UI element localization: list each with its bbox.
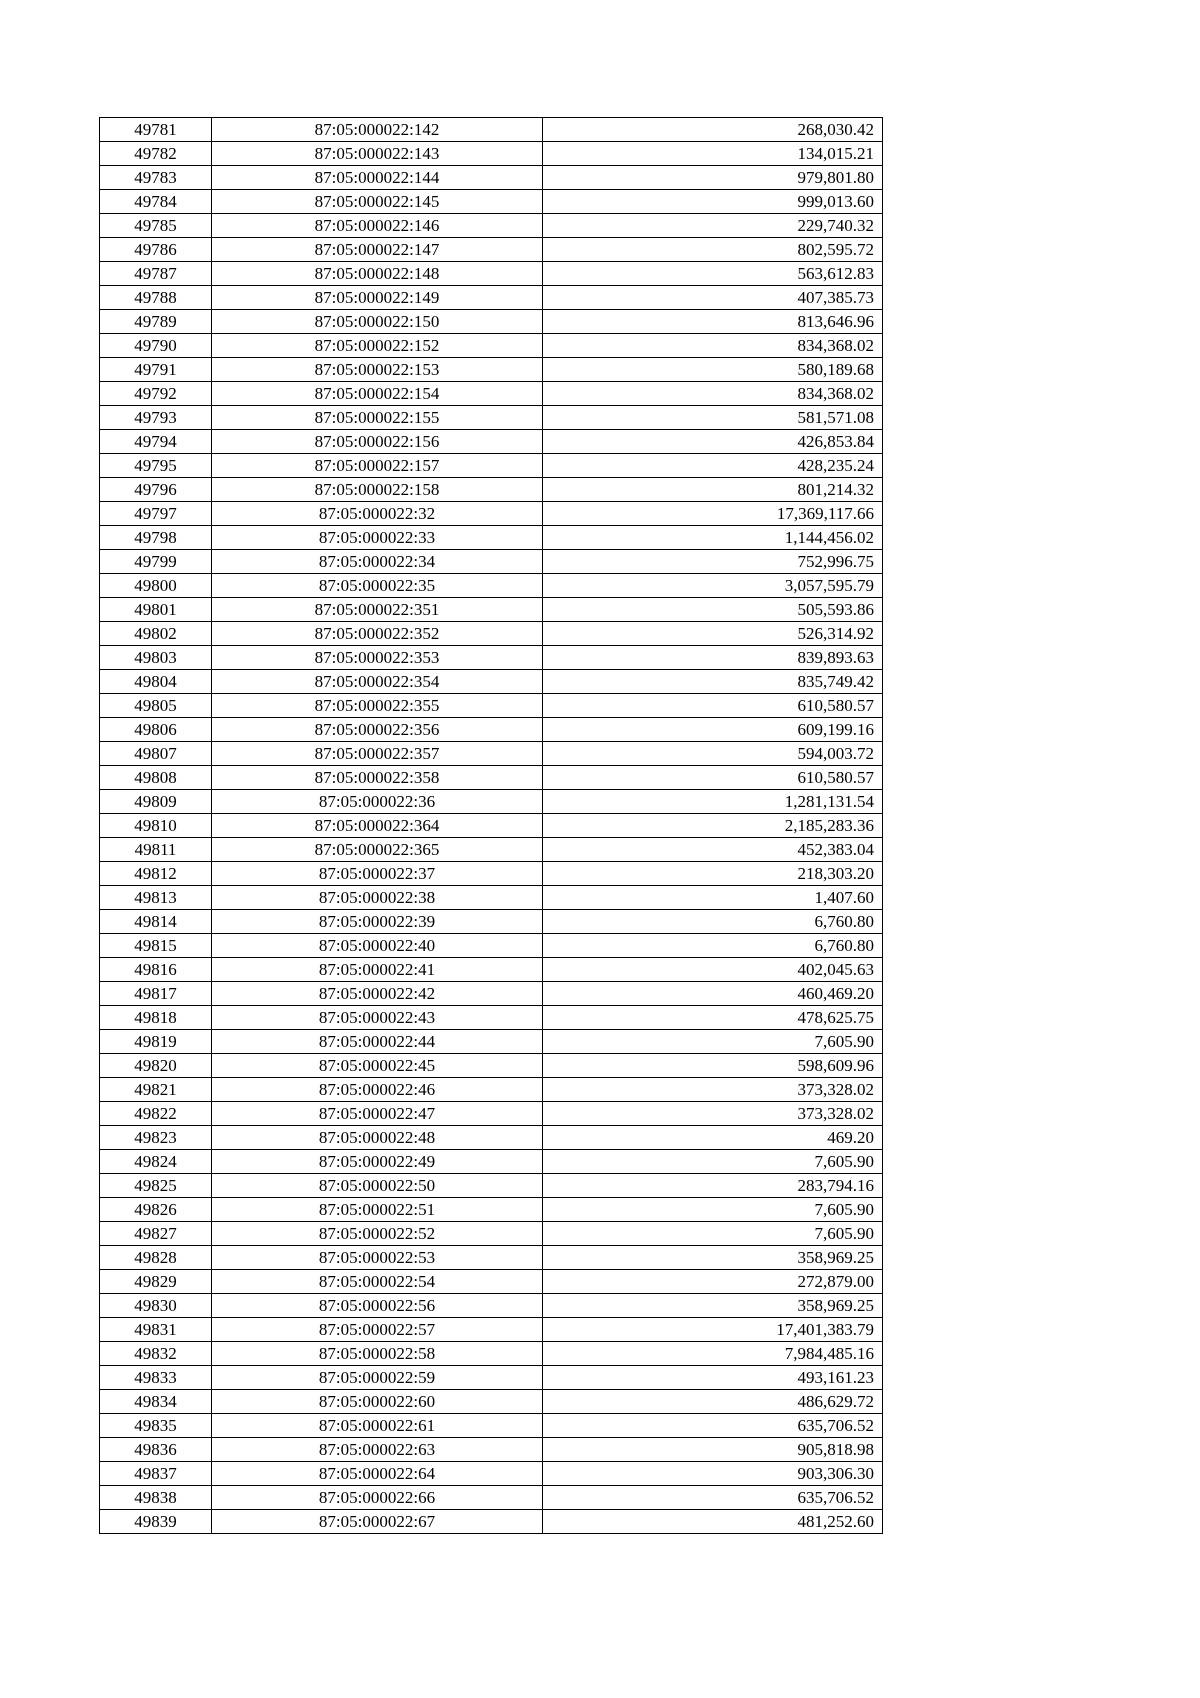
cadastral-value-cell: 505,593.86	[543, 598, 883, 622]
table-row	[100, 406, 883, 430]
cadastral-number-cell: 87:05:000022:50	[212, 1174, 543, 1198]
cadastral-number-cell: 87:05:000022:152	[212, 334, 543, 358]
row-number-cell: 49827	[100, 1222, 212, 1246]
row-number-cell: 49808	[100, 766, 212, 790]
row-number-cell: 49781	[100, 118, 212, 142]
table-row	[100, 1006, 883, 1030]
table-row	[100, 622, 883, 646]
row-number-cell: 49839	[100, 1510, 212, 1534]
table-row	[100, 1150, 883, 1174]
row-number-cell: 49830	[100, 1294, 212, 1318]
row-number-cell: 49802	[100, 622, 212, 646]
table-row	[100, 862, 883, 886]
table-row	[100, 838, 883, 862]
row-number-cell: 49835	[100, 1414, 212, 1438]
cadastral-number-cell: 87:05:000022:150	[212, 310, 543, 334]
table-row	[100, 790, 883, 814]
row-number-cell: 49804	[100, 670, 212, 694]
cadastral-number-cell: 87:05:000022:158	[212, 478, 543, 502]
cadastral-value-cell: 272,879.00	[543, 1270, 883, 1294]
table-row	[100, 1198, 883, 1222]
table-row	[100, 598, 883, 622]
row-number-cell: 49783	[100, 166, 212, 190]
row-number-cell: 49785	[100, 214, 212, 238]
row-number-cell: 49809	[100, 790, 212, 814]
cadastral-value-cell: 7,605.90	[543, 1198, 883, 1222]
cadastral-value-cell: 801,214.32	[543, 478, 883, 502]
table-row	[100, 262, 883, 286]
row-number-cell: 49832	[100, 1342, 212, 1366]
cadastral-number-cell: 87:05:000022:63	[212, 1438, 543, 1462]
table-row	[100, 1342, 883, 1366]
cadastral-value-cell: 6,760.80	[543, 934, 883, 958]
cadastral-value-cell: 835,749.42	[543, 670, 883, 694]
table-row	[100, 1294, 883, 1318]
table-row	[100, 1390, 883, 1414]
cadastral-value-cell: 802,595.72	[543, 238, 883, 262]
row-number-cell: 49793	[100, 406, 212, 430]
cadastral-number-cell: 87:05:000022:353	[212, 646, 543, 670]
cadastral-value-cell: 268,030.42	[543, 118, 883, 142]
row-number-cell: 49782	[100, 142, 212, 166]
table-row	[100, 670, 883, 694]
cadastral-value-cell: 373,328.02	[543, 1102, 883, 1126]
row-number-cell: 49811	[100, 838, 212, 862]
row-number-cell: 49829	[100, 1270, 212, 1294]
cadastral-number-cell: 87:05:000022:38	[212, 886, 543, 910]
cadastral-value-cell: 478,625.75	[543, 1006, 883, 1030]
row-number-cell: 49795	[100, 454, 212, 478]
cadastral-number-cell: 87:05:000022:46	[212, 1078, 543, 1102]
table-row	[100, 526, 883, 550]
cadastral-value-cell: 610,580.57	[543, 694, 883, 718]
row-number-cell: 49803	[100, 646, 212, 670]
table-row	[100, 1462, 883, 1486]
cadastral-number-cell: 87:05:000022:37	[212, 862, 543, 886]
cadastral-value-cell: 598,609.96	[543, 1054, 883, 1078]
cadastral-number-cell: 87:05:000022:153	[212, 358, 543, 382]
row-number-cell: 49823	[100, 1126, 212, 1150]
row-number-cell: 49838	[100, 1486, 212, 1510]
cadastral-number-cell: 87:05:000022:33	[212, 526, 543, 550]
cadastral-value-cell: 460,469.20	[543, 982, 883, 1006]
table-row	[100, 454, 883, 478]
row-number-cell: 49797	[100, 502, 212, 526]
cadastral-number-cell: 87:05:000022:56	[212, 1294, 543, 1318]
cadastral-number-cell: 87:05:000022:355	[212, 694, 543, 718]
row-number-cell: 49834	[100, 1390, 212, 1414]
row-number-cell: 49831	[100, 1318, 212, 1342]
row-number-cell: 49822	[100, 1102, 212, 1126]
cadastral-number-cell: 87:05:000022:34	[212, 550, 543, 574]
cadastral-value-cell: 218,303.20	[543, 862, 883, 886]
cadastral-number-cell: 87:05:000022:66	[212, 1486, 543, 1510]
cadastral-value-cell: 358,969.25	[543, 1294, 883, 1318]
cadastral-number-cell: 87:05:000022:42	[212, 982, 543, 1006]
cadastral-number-cell: 87:05:000022:358	[212, 766, 543, 790]
cadastral-value-cell: 407,385.73	[543, 286, 883, 310]
cadastral-number-cell: 87:05:000022:43	[212, 1006, 543, 1030]
row-number-cell: 49784	[100, 190, 212, 214]
cadastral-number-cell: 87:05:000022:51	[212, 1198, 543, 1222]
cadastral-value-cell: 7,605.90	[543, 1150, 883, 1174]
cadastral-number-cell: 87:05:000022:149	[212, 286, 543, 310]
row-number-cell: 49806	[100, 718, 212, 742]
table-row	[100, 1246, 883, 1270]
cadastral-value-cell: 999,013.60	[543, 190, 883, 214]
table-row	[100, 1030, 883, 1054]
cadastral-value-cell: 17,369,117.66	[543, 502, 883, 526]
cadastral-number-cell: 87:05:000022:364	[212, 814, 543, 838]
cadastral-value-cell: 7,984,485.16	[543, 1342, 883, 1366]
table-row	[100, 718, 883, 742]
cadastral-number-cell: 87:05:000022:143	[212, 142, 543, 166]
row-number-cell: 49807	[100, 742, 212, 766]
row-number-cell: 49790	[100, 334, 212, 358]
table-row	[100, 1366, 883, 1390]
cadastral-value-cell: 469.20	[543, 1126, 883, 1150]
table-row	[100, 742, 883, 766]
cadastral-value-cell: 1,281,131.54	[543, 790, 883, 814]
cadastral-value-cell: 373,328.02	[543, 1078, 883, 1102]
cadastral-number-cell: 87:05:000022:41	[212, 958, 543, 982]
table-row	[100, 814, 883, 838]
table-row	[100, 190, 883, 214]
cadastral-value-cell: 2,185,283.36	[543, 814, 883, 838]
cadastral-number-cell: 87:05:000022:32	[212, 502, 543, 526]
cadastral-value-cell: 813,646.96	[543, 310, 883, 334]
table-row	[100, 166, 883, 190]
row-number-cell: 49814	[100, 910, 212, 934]
table-row	[100, 886, 883, 910]
cadastral-value-cell: 428,235.24	[543, 454, 883, 478]
row-number-cell: 49787	[100, 262, 212, 286]
row-number-cell: 49815	[100, 934, 212, 958]
cadastral-value-cell: 979,801.80	[543, 166, 883, 190]
cadastral-value-cell: 426,853.84	[543, 430, 883, 454]
cadastral-number-cell: 87:05:000022:60	[212, 1390, 543, 1414]
cadastral-number-cell: 87:05:000022:39	[212, 910, 543, 934]
row-number-cell: 49800	[100, 574, 212, 598]
table-row	[100, 1174, 883, 1198]
cadastral-number-cell: 87:05:000022:61	[212, 1414, 543, 1438]
cadastral-number-cell: 87:05:000022:49	[212, 1150, 543, 1174]
cadastral-number-cell: 87:05:000022:53	[212, 1246, 543, 1270]
cadastral-number-cell: 87:05:000022:47	[212, 1102, 543, 1126]
cadastral-value-cell: 229,740.32	[543, 214, 883, 238]
cadastral-number-cell: 87:05:000022:64	[212, 1462, 543, 1486]
cadastral-value-cell: 839,893.63	[543, 646, 883, 670]
table-row	[100, 238, 883, 262]
cadastral-value-cell: 610,580.57	[543, 766, 883, 790]
cadastral-number-cell: 87:05:000022:40	[212, 934, 543, 958]
cadastral-number-cell: 87:05:000022:157	[212, 454, 543, 478]
table-row	[100, 430, 883, 454]
table-body	[100, 118, 883, 1534]
row-number-cell: 49819	[100, 1030, 212, 1054]
cadastral-number-cell: 87:05:000022:155	[212, 406, 543, 430]
table-row	[100, 1318, 883, 1342]
table-row	[100, 766, 883, 790]
cadastral-number-cell: 87:05:000022:354	[212, 670, 543, 694]
table-row	[100, 1054, 883, 1078]
cadastral-number-cell: 87:05:000022:146	[212, 214, 543, 238]
cadastral-number-cell: 87:05:000022:352	[212, 622, 543, 646]
table-row	[100, 502, 883, 526]
cadastral-value-cell: 358,969.25	[543, 1246, 883, 1270]
cadastral-value-cell: 7,605.90	[543, 1030, 883, 1054]
row-number-cell: 49826	[100, 1198, 212, 1222]
cadastral-number-cell: 87:05:000022:59	[212, 1366, 543, 1390]
cadastral-value-cell: 563,612.83	[543, 262, 883, 286]
table-row	[100, 1102, 883, 1126]
cadastral-value-cell: 581,571.08	[543, 406, 883, 430]
cadastral-number-cell: 87:05:000022:52	[212, 1222, 543, 1246]
table-row	[100, 1438, 883, 1462]
table-row	[100, 118, 883, 142]
cadastral-number-cell: 87:05:000022:148	[212, 262, 543, 286]
cadastral-number-cell: 87:05:000022:36	[212, 790, 543, 814]
row-number-cell: 49789	[100, 310, 212, 334]
cadastral-value-cell: 283,794.16	[543, 1174, 883, 1198]
cadastral-value-cell: 486,629.72	[543, 1390, 883, 1414]
cadastral-number-cell: 87:05:000022:145	[212, 190, 543, 214]
row-number-cell: 49791	[100, 358, 212, 382]
row-number-cell: 49799	[100, 550, 212, 574]
cadastral-value-cell: 526,314.92	[543, 622, 883, 646]
cadastral-value-cell: 481,252.60	[543, 1510, 883, 1534]
table-row	[100, 142, 883, 166]
cadastral-value-cell: 1,407.60	[543, 886, 883, 910]
row-number-cell: 49798	[100, 526, 212, 550]
row-number-cell: 49821	[100, 1078, 212, 1102]
cadastral-value-cell: 493,161.23	[543, 1366, 883, 1390]
table-row	[100, 934, 883, 958]
row-number-cell: 49837	[100, 1462, 212, 1486]
table-row	[100, 574, 883, 598]
cadastral-number-cell: 87:05:000022:147	[212, 238, 543, 262]
cadastral-value-cell: 635,706.52	[543, 1414, 883, 1438]
cadastral-number-cell: 87:05:000022:54	[212, 1270, 543, 1294]
table-row	[100, 478, 883, 502]
row-number-cell: 49786	[100, 238, 212, 262]
row-number-cell: 49792	[100, 382, 212, 406]
cadastral-number-cell: 87:05:000022:35	[212, 574, 543, 598]
table-row	[100, 550, 883, 574]
cadastral-value-cell: 17,401,383.79	[543, 1318, 883, 1342]
table-row	[100, 310, 883, 334]
cadastral-number-cell: 87:05:000022:67	[212, 1510, 543, 1534]
table-row	[100, 214, 883, 238]
row-number-cell: 49796	[100, 478, 212, 502]
cadastral-value-cell: 905,818.98	[543, 1438, 883, 1462]
table-row	[100, 694, 883, 718]
table-row	[100, 1414, 883, 1438]
cadastral-value-cell: 134,015.21	[543, 142, 883, 166]
cadastral-number-cell: 87:05:000022:357	[212, 742, 543, 766]
row-number-cell: 49833	[100, 1366, 212, 1390]
row-number-cell: 49825	[100, 1174, 212, 1198]
row-number-cell: 49810	[100, 814, 212, 838]
table-row	[100, 646, 883, 670]
table-row	[100, 1126, 883, 1150]
cadastral-value-cell: 752,996.75	[543, 550, 883, 574]
cadastral-number-cell: 87:05:000022:356	[212, 718, 543, 742]
row-number-cell: 49801	[100, 598, 212, 622]
cadastral-number-cell: 87:05:000022:57	[212, 1318, 543, 1342]
cadastral-value-cell: 834,368.02	[543, 382, 883, 406]
cadastral-number-cell: 87:05:000022:48	[212, 1126, 543, 1150]
table-row	[100, 286, 883, 310]
table-row	[100, 910, 883, 934]
cadastral-value-cell: 402,045.63	[543, 958, 883, 982]
cadastral-number-cell: 87:05:000022:365	[212, 838, 543, 862]
cadastral-number-cell: 87:05:000022:154	[212, 382, 543, 406]
row-number-cell: 49805	[100, 694, 212, 718]
cadastral-value-cell: 609,199.16	[543, 718, 883, 742]
table-row	[100, 358, 883, 382]
row-number-cell: 49788	[100, 286, 212, 310]
cadastral-number-cell: 87:05:000022:351	[212, 598, 543, 622]
cadastral-value-cell: 594,003.72	[543, 742, 883, 766]
row-number-cell: 49824	[100, 1150, 212, 1174]
cadastral-value-cell: 903,306.30	[543, 1462, 883, 1486]
cadastral-number-cell: 87:05:000022:142	[212, 118, 543, 142]
cadastral-value-cell: 1,144,456.02	[543, 526, 883, 550]
row-number-cell: 49820	[100, 1054, 212, 1078]
cadastral-value-cell: 3,057,595.79	[543, 574, 883, 598]
row-number-cell: 49817	[100, 982, 212, 1006]
row-number-cell: 49812	[100, 862, 212, 886]
cadastral-number-cell: 87:05:000022:144	[212, 166, 543, 190]
table-row	[100, 1078, 883, 1102]
cadastral-value-table	[99, 117, 883, 1534]
row-number-cell: 49816	[100, 958, 212, 982]
table-row	[100, 1510, 883, 1534]
cadastral-value-cell: 6,760.80	[543, 910, 883, 934]
cadastral-value-cell: 580,189.68	[543, 358, 883, 382]
row-number-cell: 49794	[100, 430, 212, 454]
cadastral-value-cell: 635,706.52	[543, 1486, 883, 1510]
table-row	[100, 1270, 883, 1294]
row-number-cell: 49828	[100, 1246, 212, 1270]
table-row	[100, 958, 883, 982]
table-row	[100, 982, 883, 1006]
table-row	[100, 382, 883, 406]
table-row	[100, 1222, 883, 1246]
row-number-cell: 49818	[100, 1006, 212, 1030]
cadastral-number-cell: 87:05:000022:58	[212, 1342, 543, 1366]
row-number-cell: 49836	[100, 1438, 212, 1462]
cadastral-value-cell: 834,368.02	[543, 334, 883, 358]
table-row	[100, 1486, 883, 1510]
row-number-cell: 49813	[100, 886, 212, 910]
cadastral-number-cell: 87:05:000022:156	[212, 430, 543, 454]
table-row	[100, 334, 883, 358]
cadastral-number-cell: 87:05:000022:45	[212, 1054, 543, 1078]
cadastral-value-cell: 452,383.04	[543, 838, 883, 862]
cadastral-number-cell: 87:05:000022:44	[212, 1030, 543, 1054]
cadastral-value-cell: 7,605.90	[543, 1222, 883, 1246]
